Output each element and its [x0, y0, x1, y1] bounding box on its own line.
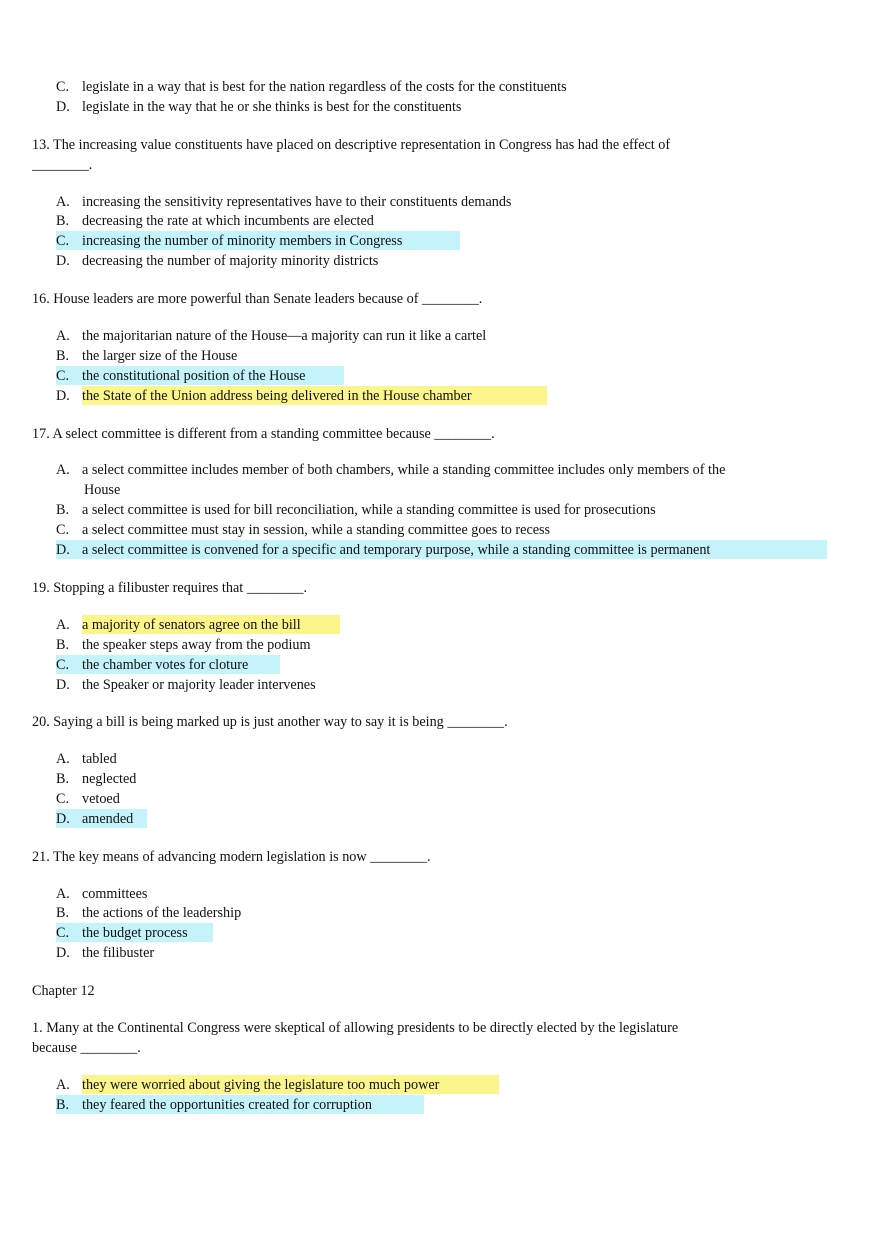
- q20-question: 20. Saying a bill is being marked up is just another way to say it is being ________.: [32, 714, 508, 730]
- q20-option-d: D. amended: [56, 811, 134, 827]
- q17-option-a-continuation: House: [84, 482, 121, 498]
- q13-option-d: D. decreasing the number of majority minority districts: [56, 253, 379, 269]
- q17-question: 17. A select committee is different from a standing committee because ________.: [32, 426, 495, 442]
- q16-option-a: A. the majoritarian nature of the House—a majority can run it like a cartel: [56, 328, 487, 344]
- q20-option-a: A. tabled: [56, 751, 117, 767]
- q16-option-b: B. the larger size of the House: [56, 348, 238, 364]
- q21-option-c: C. the budget process: [56, 925, 188, 941]
- q16-question: 16. House leaders are more powerful than Senate leaders because of ________.: [32, 291, 483, 307]
- q21-question: 21. The key means of advancing modern legislation is now ________.: [32, 849, 431, 865]
- q21-option-d: D. the filibuster: [56, 945, 155, 961]
- ch12-q1-option-b: B. they feared the opportunities created for corruption: [56, 1097, 372, 1113]
- q19-question: 19. Stopping a filibuster requires that ________.: [32, 580, 308, 596]
- q13-option-c: C. increasing the number of minority members in Congress: [56, 233, 403, 249]
- ch12-q1-question-line1: 1. Many at the Continental Congress were skeptical of allowing presidents to be directly elected by the legislature: [32, 1020, 679, 1036]
- q21-option-a: A. committees: [56, 886, 148, 902]
- q13-question-line1: 13. The increasing value constituents have placed on descriptive representation in Congress has had the effect of: [32, 137, 671, 153]
- q19-option-b: B. the speaker steps away from the podium: [56, 637, 311, 653]
- q16-option-c: C. the constitutional position of the House: [56, 368, 306, 384]
- chapter-heading: Chapter 12: [32, 983, 95, 999]
- q17-option-a: A. a select committee includes member of both chambers, while a standing committee includes only members of the: [56, 462, 726, 478]
- q21-option-b: B. the actions of the leadership: [56, 905, 242, 921]
- q16-option-d: D. the State of the Union address being delivered in the House chamber: [56, 388, 472, 404]
- q13-option-a: A. increasing the sensitivity representatives have to their constituents demands: [56, 194, 512, 210]
- q13-question-line2: ________.: [32, 157, 93, 173]
- q17-option-b: B. a select committee is used for bill reconciliation, while a standing committee is used for prosecutions: [56, 502, 656, 518]
- q17-option-c: C. a select committee must stay in session, while a standing committee goes to recess: [56, 522, 551, 538]
- q17-option-d: D. a select committee is convened for a specific and temporary purpose, while a standing committee is permanent: [56, 542, 711, 558]
- q19-option-c: C. the chamber votes for cloture: [56, 657, 249, 673]
- q20-option-c: C. vetoed: [56, 791, 120, 807]
- q20-option-b: B. neglected: [56, 771, 137, 787]
- q12-option-d: D. legislate in the way that he or she thinks is best for the constituents: [56, 99, 462, 115]
- q19-option-a: A. a majority of senators agree on the bill: [56, 617, 301, 633]
- ch12-q1-question-line2: because ________.: [32, 1040, 141, 1056]
- q19-option-d: D. the Speaker or majority leader intervenes: [56, 677, 316, 693]
- q12-option-c: C. legislate in a way that is best for the nation regardless of the costs for the constituents: [56, 79, 567, 95]
- ch12-q1-option-a: A. they were worried about giving the legislature too much power: [56, 1077, 440, 1093]
- q13-option-b: B. decreasing the rate at which incumbents are elected: [56, 213, 374, 229]
